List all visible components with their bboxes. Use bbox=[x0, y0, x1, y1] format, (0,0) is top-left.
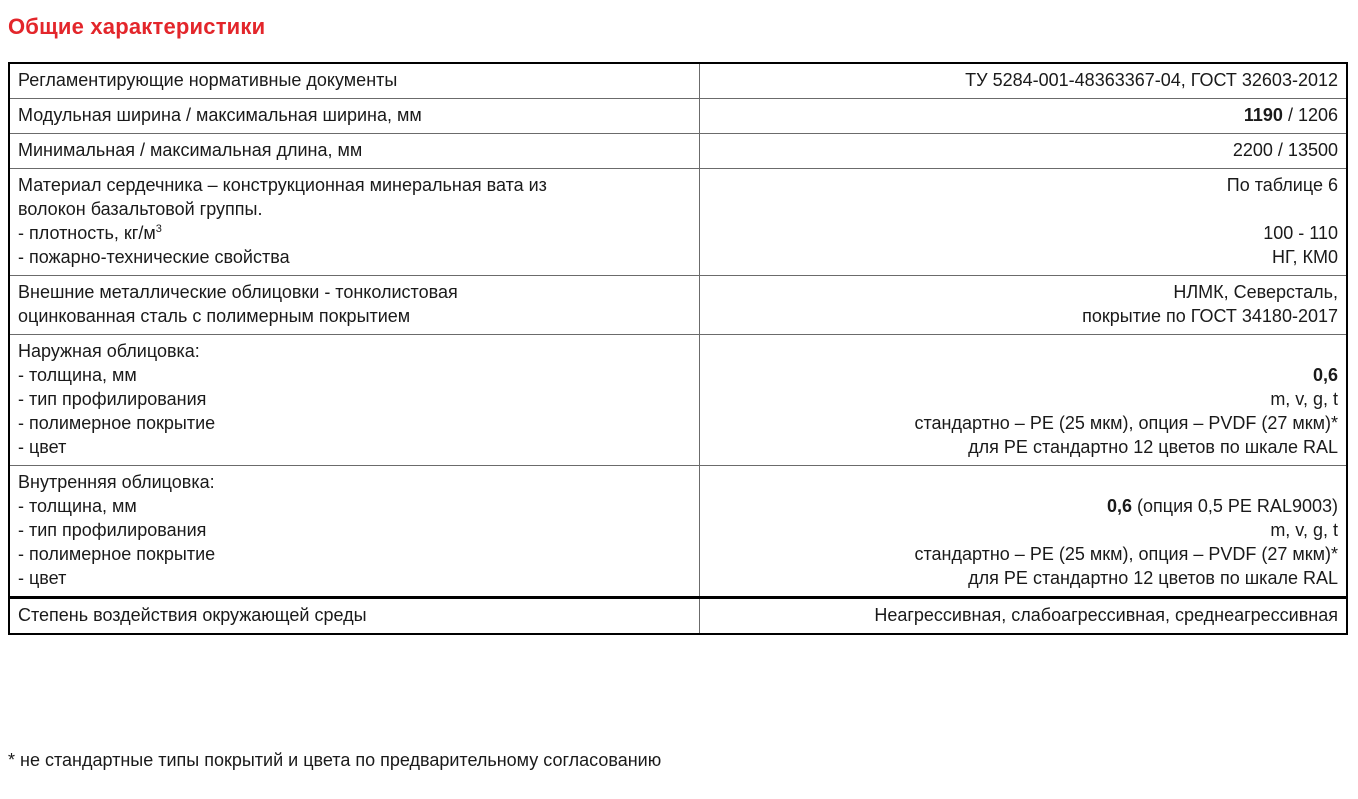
table-row bbox=[9, 276, 1347, 335]
row-label: Внешние металлические облицовки - тонколистовая оцинкованная сталь с полимерным покрытием bbox=[9, 276, 699, 335]
row-label: Степень воздействия окружающей среды bbox=[9, 598, 699, 635]
section-title: Общие характеристики bbox=[8, 14, 266, 39]
row-label: Минимальная / максимальная длина, мм bbox=[9, 134, 699, 169]
table-row bbox=[9, 598, 1347, 635]
row-value: 0,6 (опция 0,5 PE RAL9003) m, v, g, t стандартно – PE (25 мкм), опция – PVDF (27 мкм)* для PE стандартно 12 цветов по шкале RAL bbox=[699, 466, 1347, 598]
row-value: 2200 / 13500 bbox=[699, 134, 1347, 169]
table-row bbox=[9, 134, 1347, 169]
table-row bbox=[9, 169, 1347, 276]
table-row bbox=[9, 335, 1347, 466]
characteristics-table bbox=[8, 62, 1348, 635]
footnote: * не стандартные типы покрытий и цвета по предварительному согласованию bbox=[8, 750, 662, 770]
row-value: ТУ 5284-001-48363367-04, ГОСТ 32603-2012 bbox=[699, 63, 1347, 99]
row-label: Внутренняя облицовка: - толщина, мм - тип профилирования - полимерное покрытие - цвет bbox=[9, 466, 699, 598]
table-row bbox=[9, 99, 1347, 134]
value-bold: 1190 bbox=[1243, 105, 1283, 125]
row-value: Неагрессивная, слабоагрессивная, среднеагрессивная bbox=[699, 598, 1347, 635]
row-value: По таблице 6 100 - 110 НГ, КМ0 bbox=[699, 169, 1347, 276]
row-label: Модульная ширина / максимальная ширина, мм bbox=[9, 99, 699, 134]
row-value: 0,6 m, v, g, t стандартно – PE (25 мкм), опция – PVDF (27 мкм)* для PE стандартно 12 цветов по шкале RAL bbox=[699, 335, 1347, 466]
table-row bbox=[9, 466, 1347, 598]
value-bold: 0,6 bbox=[1107, 496, 1133, 516]
row-label: Наружная облицовка: - толщина, мм - тип профилирования - полимерное покрытие - цвет bbox=[9, 335, 699, 466]
row-value: 1190 / 1206 bbox=[699, 99, 1347, 134]
row-label: Регламентирующие нормативные документы bbox=[9, 63, 699, 99]
row-value: НЛМК, Северсталь, покрытие по ГОСТ 34180-2017 bbox=[699, 276, 1347, 335]
table-row bbox=[9, 63, 1347, 99]
row-label: Материал сердечника – конструкционная минеральная вата из волокон базальтовой группы. - плотность, $кг/м^3$ - пожарно-технические свойства bbox=[9, 169, 699, 276]
value-bold: 0,6 bbox=[1312, 365, 1338, 385]
